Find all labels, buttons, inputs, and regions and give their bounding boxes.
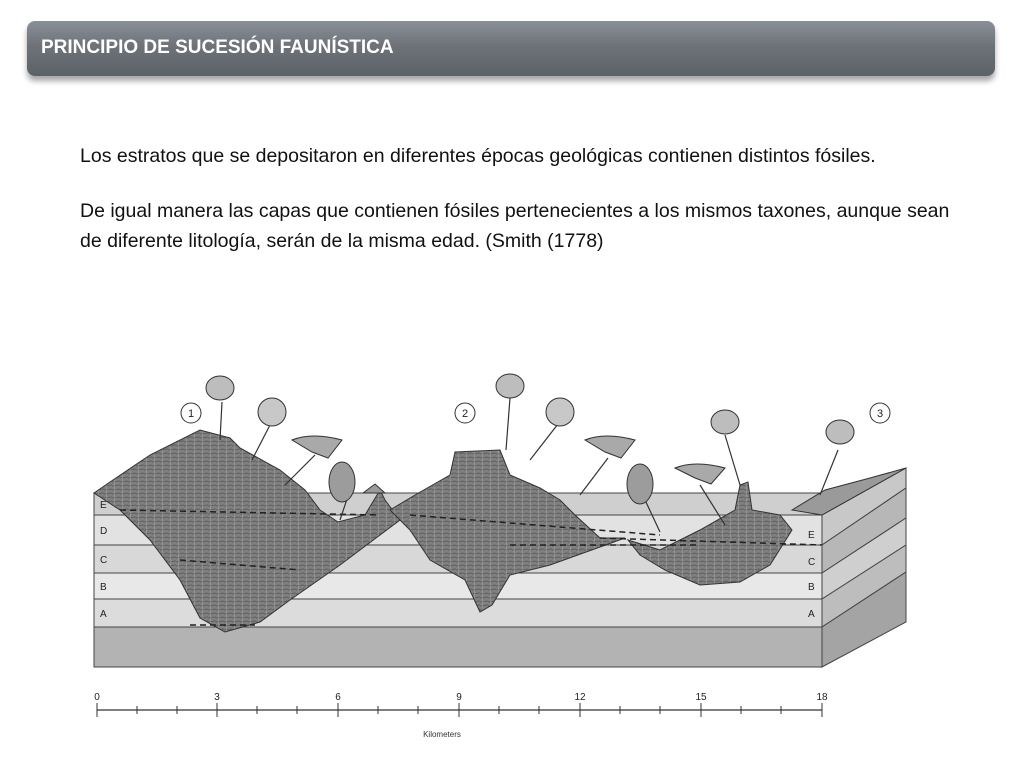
bivalve-fossil-icon (675, 464, 725, 484)
brachiopod-fossil-icon (206, 376, 234, 400)
trilobite-fossil-icon (329, 462, 355, 502)
layer-letter-right-A: A (808, 609, 815, 620)
scale-label-18: 18 (816, 692, 828, 703)
scale-label-0: 0 (94, 692, 100, 703)
faunal-succession-diagram (80, 360, 920, 755)
ammonite-fossil-icon (546, 398, 574, 426)
slide-title: PRINCIPIO DE SUCESIÓN FAUNÍSTICA (41, 37, 394, 58)
body-text (80, 141, 960, 281)
layer-letter-left-E: E (100, 500, 107, 511)
small-peak (363, 484, 385, 493)
scale-label-15: 15 (695, 692, 707, 703)
scale-label-3: 3 (214, 692, 220, 703)
layer-letter-right-B: B (808, 582, 815, 593)
paragraph-2: De igual manera las capas que contienen fósiles pertenecientes a los mismos taxones, aunque sean de diferente litología, serán de la misma edad. (Smith (1778) (80, 200, 950, 252)
scale-label-12: 12 (574, 692, 586, 703)
layer-letter-right-E: E (808, 530, 815, 541)
basement-front (94, 627, 822, 667)
site-label-1: 1 (187, 408, 195, 420)
site-label-2: 2 (461, 408, 469, 420)
scale-label-9: 9 (456, 692, 462, 703)
ammonite-fossil-icon (258, 398, 286, 426)
title-bar (27, 21, 995, 76)
brachiopod-fossil-icon (496, 374, 524, 398)
layer-letter-left-D: D (100, 526, 108, 537)
scale-unit-label: Kilometers (423, 730, 461, 739)
scale-labels (94, 692, 828, 703)
trilobite-fossil-icon (627, 464, 653, 504)
layer-letter-right-C: C (808, 557, 816, 568)
brachiopod-fossil-icon (711, 410, 739, 434)
brachiopod-fossil-icon (826, 420, 854, 444)
paragraph-1: Los estratos que se depositaron en diferentes épocas geológicas contienen distintos fósiles. (80, 145, 876, 167)
layer-letter-left-C: C (100, 555, 108, 566)
layer-letter-left-A: A (100, 609, 107, 620)
layer-letter-left-B: B (100, 582, 107, 593)
site-label-3: 3 (876, 408, 884, 420)
scale-label-6: 6 (335, 692, 341, 703)
scale-bar (94, 692, 828, 739)
bivalve-fossil-icon (292, 436, 342, 458)
bivalve-fossil-icon (585, 436, 635, 458)
site-markers (181, 403, 890, 423)
